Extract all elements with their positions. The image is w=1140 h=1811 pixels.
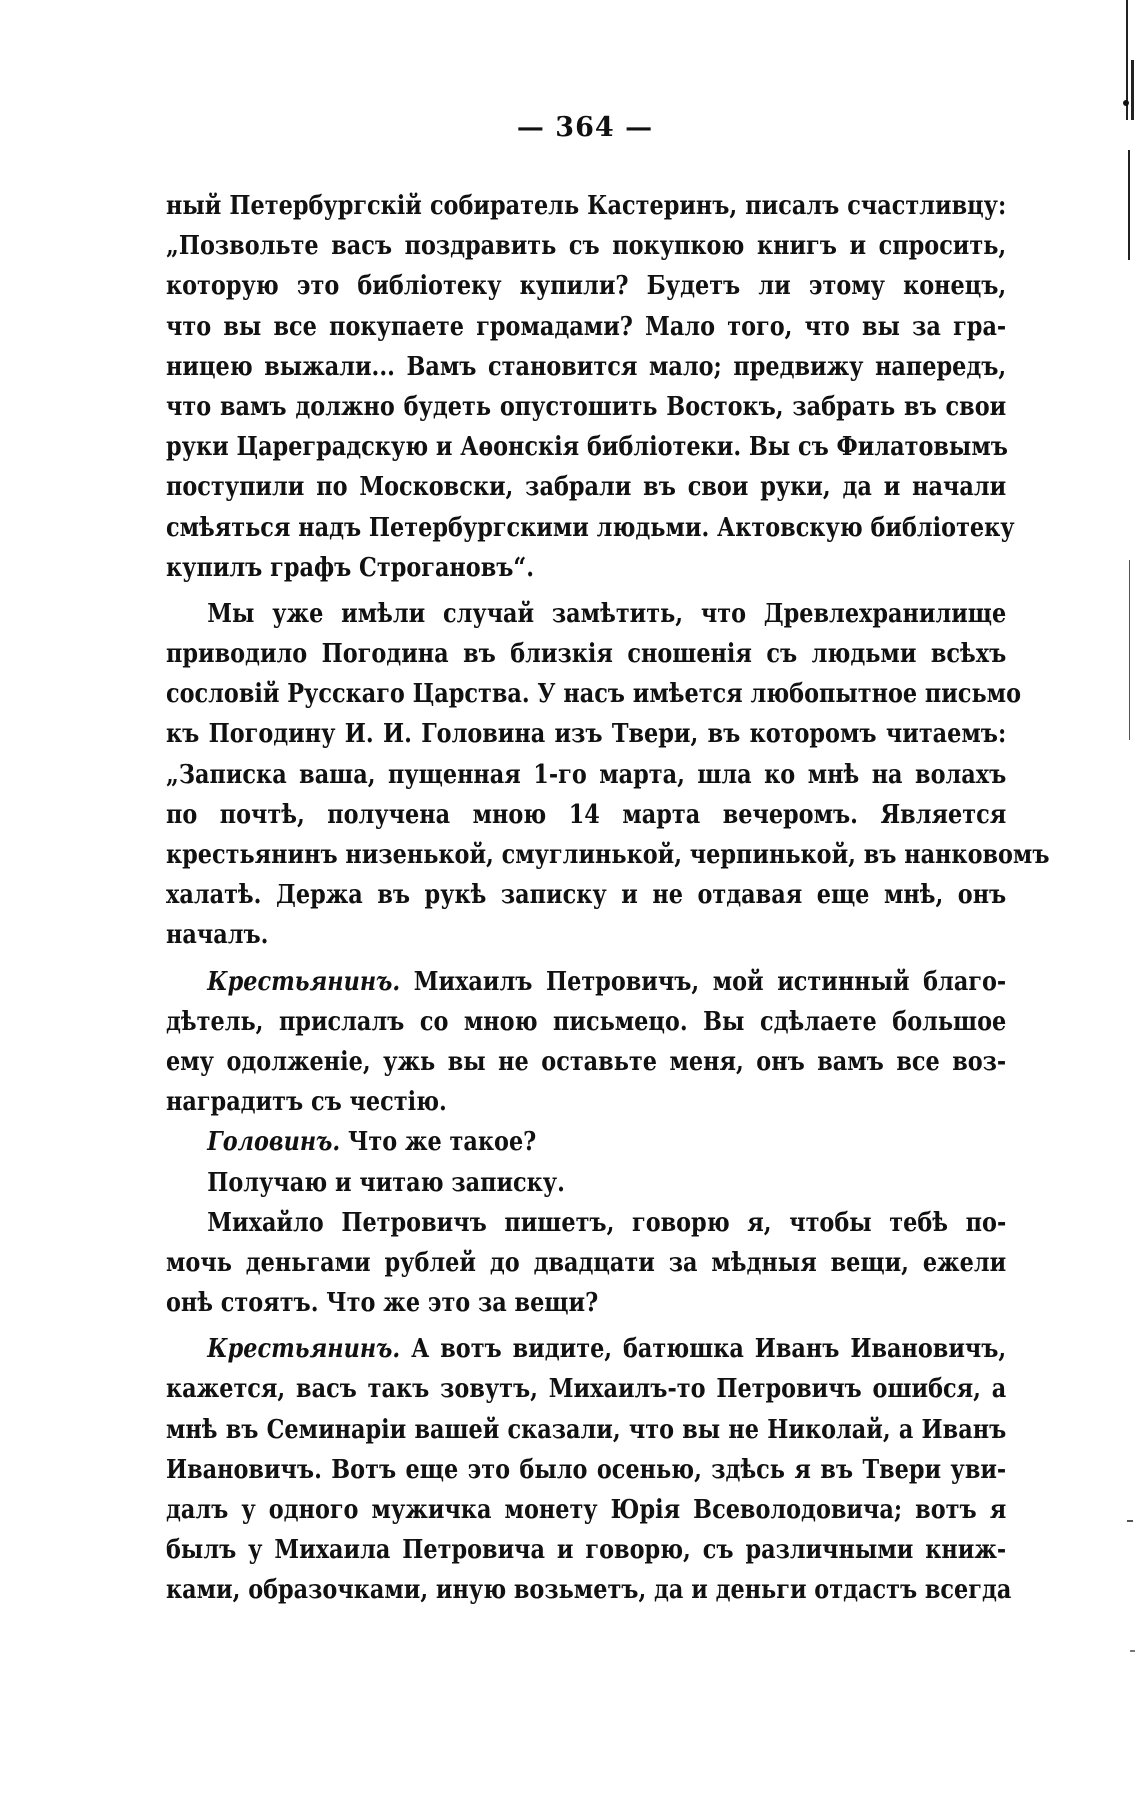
text-line: поступили по Московски, забрали въ свои руки, да и начали (166, 472, 1007, 503)
text-line: Мы уже имѣли случай замѣтить, что Древлехранилище (207, 598, 1007, 629)
text-line: началъ. (166, 920, 269, 951)
text-line: по почтѣ, получена мною 14 марта вечеромъ. Является (166, 799, 1007, 830)
text-line: былъ у Михаила Петровича и говорю, съ различными книж- (166, 1535, 1007, 1566)
text-line: ему одолженіе, ужь вы не оставьте меня, онъ вамъ все воз- (166, 1046, 1007, 1077)
scan-edge-mark (1127, 1520, 1133, 1522)
scan-edge-dot (1123, 100, 1129, 106)
text-line: онѣ стоятъ. Что же это за вещи? (166, 1288, 599, 1319)
text-line: „Позвольте васъ поздравить съ покупкою книгъ и спросить, (166, 231, 1007, 262)
text-line: ками, образочками, иную возьметъ, да и деньги отдастъ всегда (166, 1575, 1012, 1606)
page-number: — 364 — (516, 112, 654, 143)
speaker-name: Крестьянинъ. (207, 966, 401, 997)
scan-edge-mark (1130, 1650, 1135, 1652)
text-line: что вы все покупаете громадами? Мало того, что вы за гра- (166, 311, 1007, 342)
text-line: которую это библіотеку купили? Будетъ ли этому конецъ, (166, 271, 1007, 302)
text-line: приводило Погодина въ близкія сношенія съ людьми всѣхъ (166, 639, 1007, 670)
text-line: купилъ графъ Строгановъ“. (166, 552, 535, 583)
speaker-name: Головинъ. (207, 1127, 341, 1158)
text-line: мочь деньгами рублей до двадцати за мѣдныя вещи, ежели (166, 1247, 1007, 1278)
text-line: наградитъ съ честію. (166, 1087, 447, 1118)
scan-edge-mark (1129, 560, 1130, 740)
text-line: смѣяться надъ Петербургскими людьми. Актовскую библіотеку (166, 512, 1015, 543)
text-line: сословій Русскаго Царства. У насъ имѣется любопытное письмо (166, 679, 1022, 710)
text-line: что вамъ должно будеть опустошить Востокъ, забрать въ свои (166, 391, 1007, 422)
text-line: Головинъ. Что же такое? (207, 1127, 537, 1158)
scan-edge-mark (1128, 150, 1130, 260)
text-line: далъ у одного мужичка монету Юрія Всеволодовича; вотъ я (166, 1495, 1007, 1525)
body-text (166, 186, 1050, 1611)
text-line: „Записка ваша, пущенная 1-го марта, шла ко мнѣ на волахъ (166, 759, 1007, 790)
text-line: Крестьянинъ. А вотъ видите, батюшка Иванъ Ивановичъ, (207, 1334, 1007, 1365)
text-line: ный Петербургскій собиратель Кастеринъ, писалъ счастливцу: (166, 191, 1007, 221)
text-line: Крестьянинъ. Михаилъ Петровичъ, мой истинный благо- (207, 966, 1007, 997)
text-line: Ивановичъ. Вотъ еще это было осенью, здѣсь я въ Твери уви- (166, 1454, 1007, 1485)
text-line: мнѣ въ Семинаріи вашей сказали, что вы не Николай, а Иванъ (166, 1414, 1007, 1445)
text-line: ницею выжали... Вамъ становится мало; предвижу напередъ, (166, 351, 1007, 382)
text-line: руки Цареградскую и Аѳонскія библіотеки. Вы съ Филатовымъ (166, 432, 1008, 463)
scan-edge-mark (1131, 60, 1134, 120)
text-line: кажется, васъ такъ зовутъ, Михаилъ-то Петровичъ ошибся, а (166, 1374, 1007, 1405)
text-line: крестьянинъ низенькой, смуглинькой, черпинькой, въ нанковомъ (166, 840, 1050, 870)
text-line: Михайло Петровичъ пишетъ, говорю я, чтобы тебѣ по- (207, 1207, 1007, 1238)
text-line: халатѣ. Держа въ рукѣ записку и не отдавая еще мнѣ, онъ (166, 880, 1007, 911)
text-line: къ Погодину И. И. Головина изъ Твери, въ которомъ читаемъ: (166, 719, 1007, 750)
text-line: Получаю и читаю записку. (207, 1167, 565, 1198)
speaker-name: Крестьянинъ. (207, 1334, 401, 1365)
text-line: дѣтель, прислалъ со мною письмецо. Вы сдѣлаете большое (166, 1006, 1007, 1037)
